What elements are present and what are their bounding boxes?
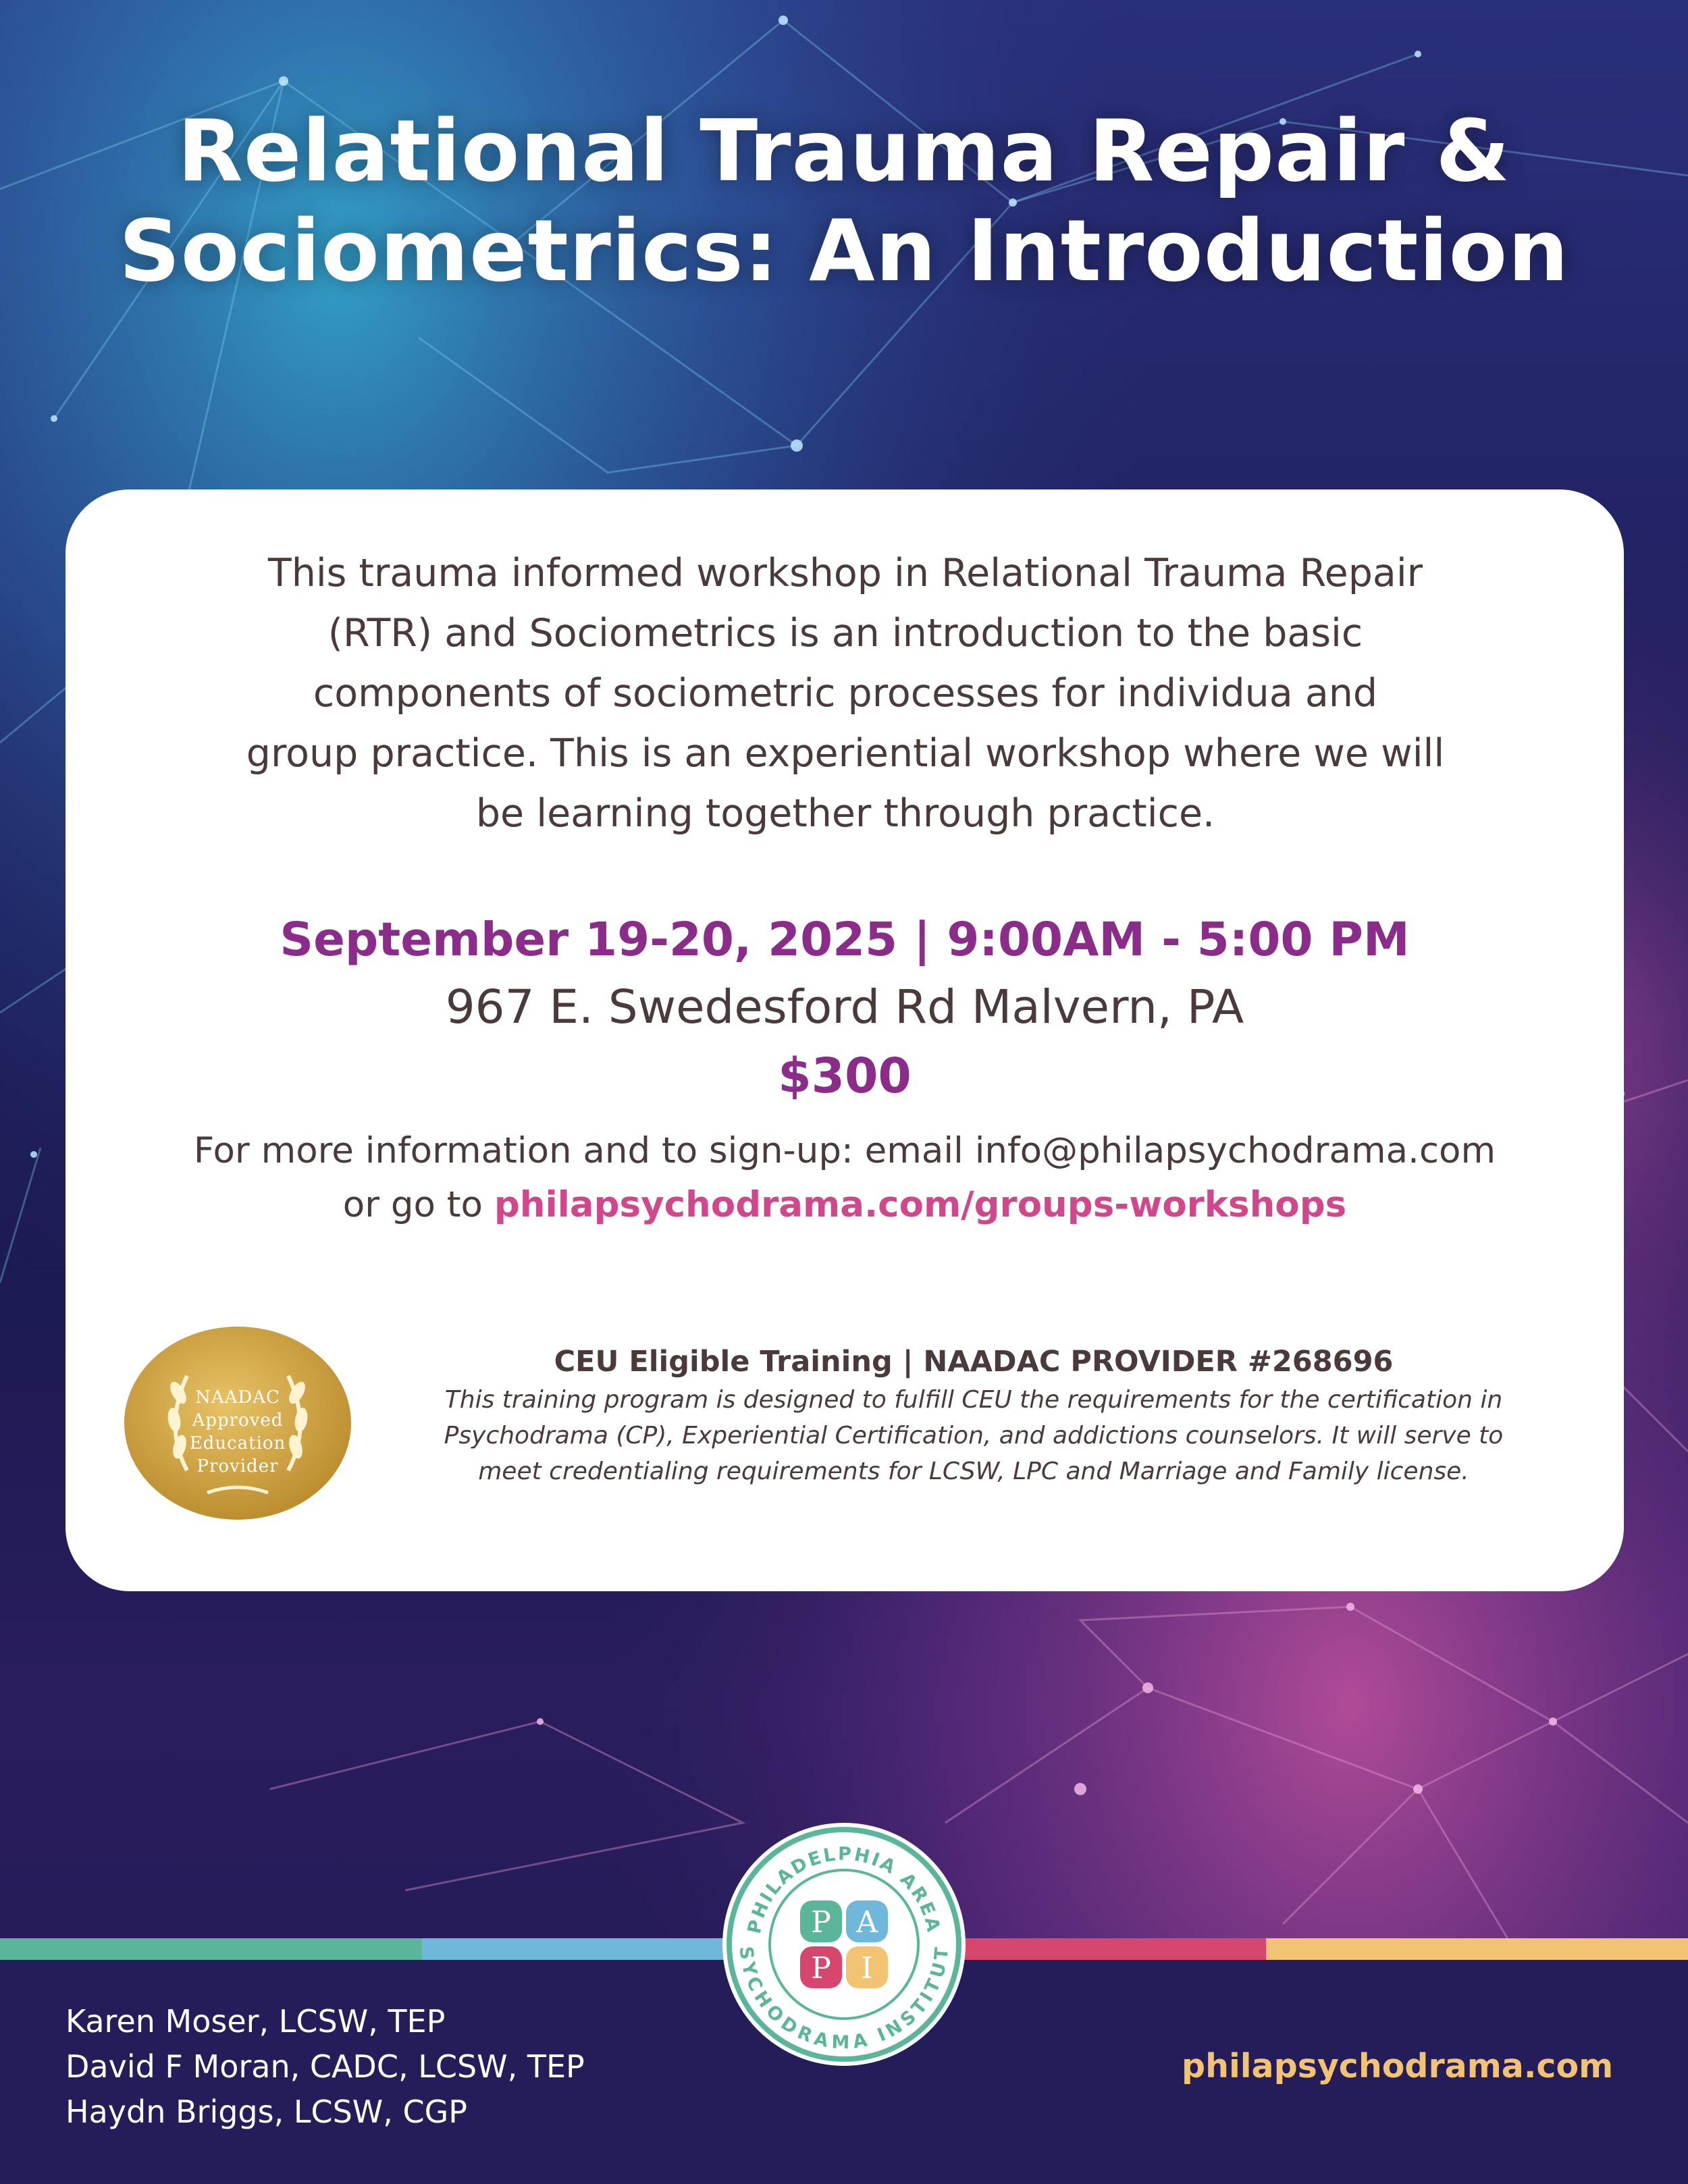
color-stripe-yellow (1266, 1938, 1688, 1960)
facilitator-name: Karen Moser, LCSW, TEP (65, 2003, 446, 2040)
description-line: (RTR) and Sociometrics is an introduction to the basic (327, 611, 1363, 656)
info-card (65, 489, 1624, 1591)
seal-text-line: Provider (196, 1456, 279, 1476)
workshop-description (160, 543, 1531, 844)
title-line-1: Relational Trauma Repair & (177, 101, 1511, 201)
more-info-email-line: For more information and to sign-up: email info@philapsychodrama.com (193, 1130, 1496, 1171)
papi-letter: P (811, 1951, 831, 1986)
workshops-link[interactable]: philapsychodrama.com/groups-workshops (494, 1184, 1347, 1225)
page-title (0, 101, 1688, 301)
description-line: This trauma informed workshop in Relational Trauma Repair (267, 551, 1423, 595)
ceu-line: This training program is designed to fulfill CEU the requirements for the certification in (444, 1386, 1503, 1414)
papi-logo (720, 1821, 968, 2068)
event-dates-times: September 19-20, 2025 | 9:00AM - 5:00 PM (280, 913, 1410, 967)
papi-letter: I (861, 1951, 873, 1986)
papi-ring-top-text: PHILADELPHIA AREA (743, 1843, 945, 1936)
seal-text-line: Education (189, 1433, 286, 1454)
website-link[interactable]: philapsychodrama.com (1182, 2047, 1614, 2085)
facilitator-name: David F Moran, CADC, LCSW, TEP (65, 2048, 585, 2085)
title-line-2: Sociometrics: An Introduction (119, 201, 1569, 300)
event-address: 967 E. Swedesford Rd Malvern, PA (445, 980, 1244, 1034)
more-info-prefix: or go to (342, 1184, 494, 1225)
color-stripe-green (0, 1938, 422, 1960)
description-line: components of sociometric processes for individua and (313, 671, 1378, 716)
papi-letter: A (856, 1905, 878, 1940)
event-price: $300 (778, 1048, 912, 1104)
papi-logo-graphic (720, 1821, 968, 2068)
seal-text-line: Approved (192, 1410, 284, 1431)
facilitator-names (65, 1999, 585, 2135)
more-info (65, 1124, 1624, 1232)
description-line: group practice. This is an experiential workshop where we will (246, 731, 1445, 776)
description-line: be learning together through practice. (475, 791, 1215, 836)
papi-ring-bottom-text: SYCHODRAMA INSTITUT (735, 1944, 953, 2054)
ceu-line: Psychodrama (CP), Experiential Certification, and addictions counselors. It will serve to (444, 1422, 1504, 1449)
naadac-seal (123, 1325, 352, 1521)
ceu-line: meet credentialing requirements for LCSW, LPC and Marriage and Family license. (478, 1458, 1469, 1485)
naadac-seal-text (123, 1386, 352, 1478)
more-info-link-line (65, 1178, 1624, 1232)
seal-text-line: NAADAC (195, 1387, 280, 1408)
ceu-description (363, 1382, 1585, 1489)
papi-letter: P (811, 1905, 831, 1940)
facilitator-name: Haydn Briggs, LCSW, CGP (65, 2094, 468, 2130)
ceu-heading: CEU Eligible Training | NAADAC PROVIDER #268696 (554, 1345, 1394, 1379)
